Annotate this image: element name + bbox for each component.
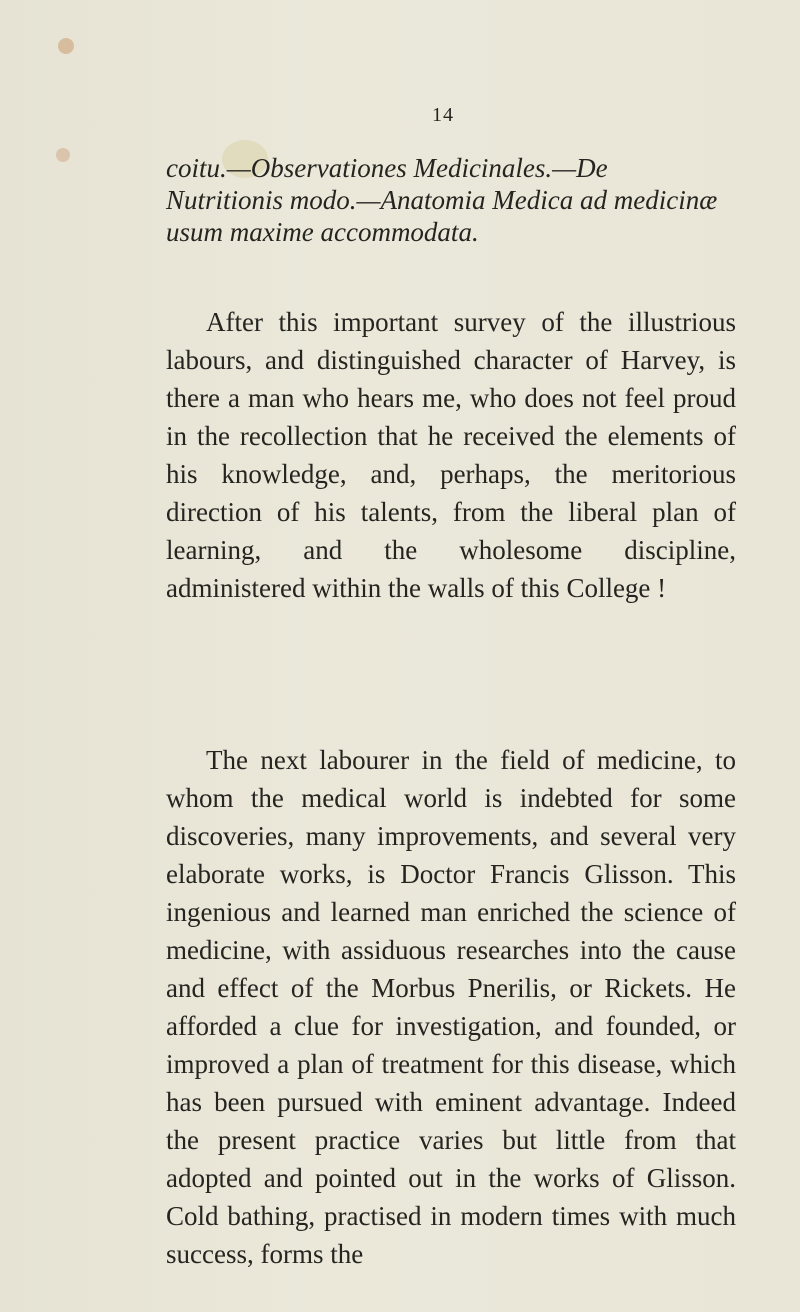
running-head: coitu.—Observationes Medicinales.—De Nutritionis modo.—Anatomia Medica ad medicinæ usum maxime accommodata.: [166, 153, 718, 247]
paragraph: After this important survey of the illustrious labours, and distinguished character of Harvey, is there a man who hears me, who does not feel proud in the recollection that he received the elements of his knowledge, and, perhaps, the meritorious direction of his talents, from the liberal plan of learning, and the wholesome discipline, administered within the walls of this College !: [166, 307, 736, 603]
paragraph: The next labourer in the field of medicine, to whom the medical world is indebted for some discoveries, many improvements, and several very elaborate works, is Doctor Francis Glisson. This ingenious and learned man enriched the science of medicine, with assiduous researches into the cause and effect of the Morbus Pnerilis, or Rickets. He afforded a clue for investigation, and founded, or improved a plan of treatment for this disease, which has been pursued with eminent advantage. Indeed the present practice varies but little from that adopted and pointed out in the works of Glisson. Cold bathing, practised in modern times with much success, forms the: [166, 745, 736, 1269]
paper-stain: [58, 38, 74, 54]
paper-stain: [56, 148, 70, 162]
page-number: 14: [432, 104, 454, 126]
